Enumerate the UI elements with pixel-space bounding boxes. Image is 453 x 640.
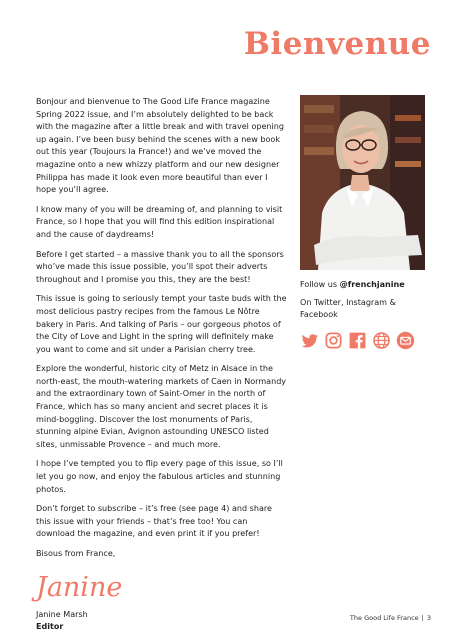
sign-off: Bisous from France, [36,549,116,558]
letter-paragraph: Explore the wonderful, historic city of Metz in Alsace in the north-east, the mouth-watering markets of Caen in Normandy and the extraordinary town of Saint-Omer in the north of France, which has so many ancient and secret places it is mind-boggling. Discover the lost monuments of Paris, stunning alpine Evian, Avignon astounding UNESCO listed sites, unmissable Provence – and much more. [36,364,287,449]
platforms-text: On Twitter, Instagram & Facebook [300,298,396,319]
instagram-icon[interactable] [324,331,343,350]
page-number: 3 [426,614,431,622]
letter-paragraph: This issue is going to seriously tempt your taste buds with the most delicious pastry recipes from the famous Le Nôtre bakery in Paris. And talking of Paris – our gorgeous photos of the City of Love and Light in the spring will definitely make you want to come and sit under a Parisian cherry tree. [36,294,287,354]
social-icons [300,331,430,350]
author-role: Editor [36,622,64,632]
signature: Janine [36,571,123,603]
twitter-icon[interactable] [300,331,319,350]
footer-separator: | [421,614,424,622]
editor-letter [36,96,288,634]
author-name: Janine Marsh [36,609,88,619]
letter-paragraph: Before I get started – a massive thank you to all the sponsors who’ve made this issue possible, you’ll spot their adverts throughout and I promise you this, they are the best! [36,249,284,284]
editor-photo [300,95,425,270]
page-title: Bienvenue [243,26,431,62]
letter-paragraph: Don’t forget to subscribe – it’s free (see page 4) and share this issue with your friends – that’s free too! You can download the magazine, and even print it if you prefer! [36,504,272,539]
letter-paragraph: I know many of you will be dreaming of, and planning to visit France, so I hope that you will find this edition inspirational and the cause of daydreams! [36,204,283,239]
social-panel [300,279,430,350]
follow-line [300,279,430,291]
globe-icon[interactable] [372,331,391,350]
follow-prefix: Follow us [300,280,340,289]
letter-paragraph: Bonjour and bienvenue to The Good Life France magazine Spring 2022 issue, and I’m absolutely delighted to be back with the magazine after a little break and with travel opening up again. I’ve been busy behind the scenes with a new book out this year (Toujours la France!) and we’ve moved the magazine onto a new whizzy platform and our new designer Philippa has made it look even more beautiful than ever I hope you’ll agree. [36,97,284,195]
social-handle[interactable]: @frenchjanine [339,280,405,289]
email-icon[interactable] [396,331,415,350]
letter-paragraph: I hope I’ve tempted you to flip every page of this issue, so I’ll let you go now, and enjoy the fabulous articles and stunning photos. [36,459,283,494]
footer-publication: The Good Life France [349,614,419,622]
facebook-icon[interactable] [348,331,367,350]
page-footer [350,614,431,622]
